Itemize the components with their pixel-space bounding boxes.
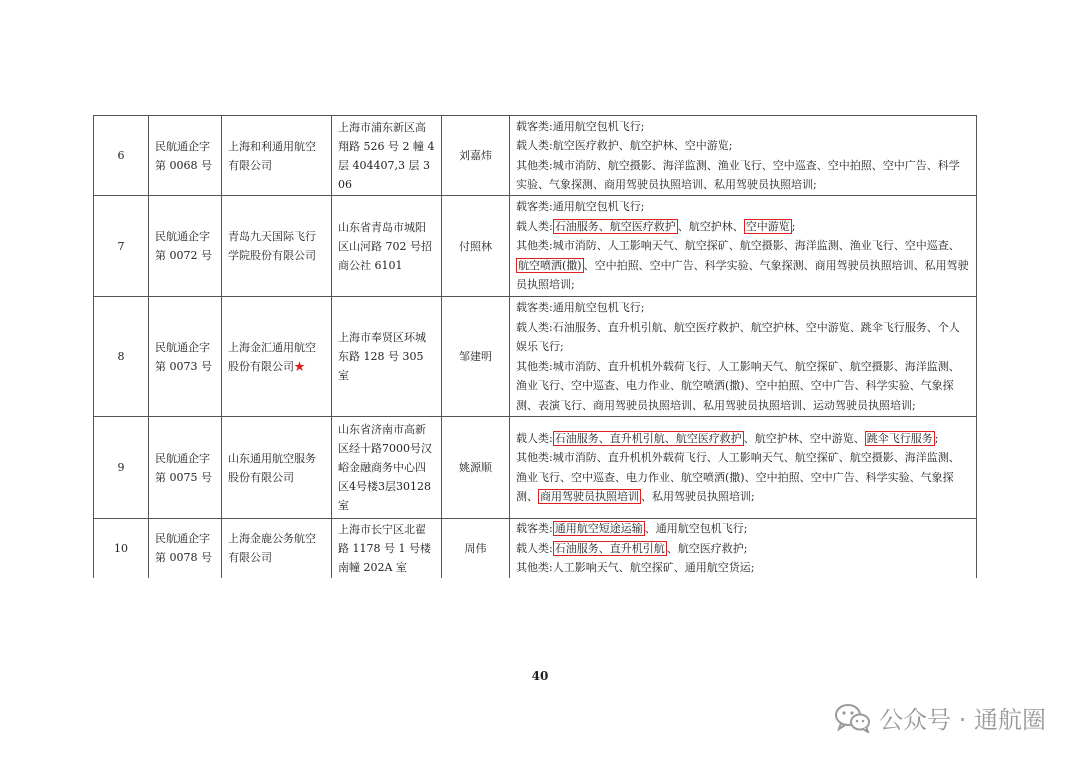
scope-text: 、航空护林、空中游览、 bbox=[743, 431, 865, 445]
company-name bbox=[222, 196, 332, 297]
company-name bbox=[222, 297, 332, 417]
business-scope bbox=[510, 116, 977, 196]
scope-line bbox=[516, 558, 970, 578]
scope-text: 载人类:航空医疗救护、航空护林、空中游览; bbox=[516, 139, 733, 152]
business-scope bbox=[510, 196, 977, 297]
company-address: 山东省青岛市城阳区山河路 702 号招商公社 6101 bbox=[332, 196, 442, 297]
highlighted-scope-text: 航空喷洒(撒) bbox=[518, 258, 582, 272]
legal-representative: 邹建明 bbox=[442, 297, 510, 417]
permit-number: 民航通企字第 0072 号 bbox=[149, 196, 222, 297]
permit-number: 民航通企字第 0078 号 bbox=[149, 519, 222, 578]
star-icon: ★ bbox=[294, 359, 305, 373]
company-address: 上海市浦东新区高翔路 526 号 2 幢 4层 404407,3 层 306 bbox=[332, 116, 442, 196]
page-number: 40 bbox=[531, 669, 549, 683]
table-row bbox=[94, 297, 977, 417]
company-name-text: 青岛九天国际飞行学院股份有限公司 bbox=[228, 230, 316, 262]
scope-line bbox=[516, 217, 970, 237]
permit-number: 民航通企字第 0075 号 bbox=[149, 417, 222, 519]
enterprise-table bbox=[93, 115, 977, 578]
table-body bbox=[94, 116, 977, 578]
highlighted-scope-text: 石油服务、直升机引航、航空医疗救护 bbox=[554, 431, 742, 445]
scope-line bbox=[516, 298, 970, 318]
scope-text: 载客类:通用航空包机飞行; bbox=[516, 301, 645, 314]
scope-text: 其他类:城市消防、人工影响天气、航空探矿、航空摄影、海洋监测、渔业飞行、空中巡查、 bbox=[516, 239, 960, 253]
legal-representative: 周伟 bbox=[442, 519, 510, 578]
scope-text: 其他类:城市消防、直升机机外载荷飞行、人工影响天气、航空探矿、航空摄影、海洋监测、渔业飞行、空中巡查、电力作业、航空喷洒(撒)、空中拍照、空中广告、科学实验、气象探测、 bbox=[516, 451, 960, 503]
scope-text: 、航空护林、 bbox=[677, 219, 744, 233]
scope-text: 、通用航空包机飞行; bbox=[644, 522, 748, 535]
scope-text: 其他类:人工影响天气、航空探矿、通用航空货运; bbox=[516, 561, 755, 574]
company-name bbox=[222, 519, 332, 578]
scope-line bbox=[516, 156, 970, 195]
scope-line bbox=[516, 539, 970, 559]
table-row bbox=[94, 196, 977, 297]
scope-line bbox=[516, 117, 970, 137]
highlighted-scope-text: 商用驾驶员执照培训 bbox=[540, 490, 639, 503]
scope-line bbox=[516, 448, 970, 507]
scope-text: ; bbox=[934, 431, 939, 445]
wechat-icon bbox=[835, 703, 871, 733]
legal-representative: 付照林 bbox=[442, 196, 510, 297]
business-scope bbox=[510, 417, 977, 519]
table-row bbox=[94, 519, 977, 578]
scope-line bbox=[516, 136, 970, 156]
row-number: 7 bbox=[94, 196, 149, 297]
scope-line bbox=[516, 197, 970, 217]
scope-line bbox=[516, 519, 970, 539]
scope-line bbox=[516, 357, 970, 416]
scope-line bbox=[516, 236, 970, 295]
watermark bbox=[835, 700, 1046, 735]
scope-text: 、私用驾驶员执照培训; bbox=[641, 490, 755, 503]
scope-text: 、航空医疗救护; bbox=[666, 541, 748, 555]
scope-text: 载客类:通用航空包机飞行; bbox=[516, 200, 645, 214]
company-name-text: 上海金汇通用航空股份有限公司 bbox=[228, 340, 316, 373]
watermark-text: 公众号 · 通航圈 bbox=[879, 706, 1046, 734]
company-name bbox=[222, 417, 332, 519]
scope-text: 载人类: bbox=[516, 541, 553, 555]
legal-representative: 刘嘉炜 bbox=[442, 116, 510, 196]
highlighted-scope-text: 石油服务、直升机引航 bbox=[554, 541, 665, 555]
scope-text: 载客类:通用航空包机飞行; bbox=[516, 119, 645, 133]
company-address: 上海市奉贤区环城东路 128 号 305 室 bbox=[332, 297, 442, 417]
company-address: 山东省济南市高新区经十路7000号汉峪金融商务中心四区4号楼3层30128室 bbox=[332, 417, 442, 519]
highlighted-scope-text: 空中游览 bbox=[745, 219, 790, 233]
scope-line bbox=[516, 429, 970, 449]
row-number: 10 bbox=[94, 519, 149, 578]
row-number: 9 bbox=[94, 417, 149, 519]
company-name-text: 上海和利通用航空有限公司 bbox=[228, 139, 316, 172]
highlighted-scope-text: 通用航空短途运输 bbox=[554, 522, 643, 535]
scope-text: 载客类: bbox=[516, 522, 553, 535]
permit-number: 民航通企字第 0073 号 bbox=[149, 297, 222, 417]
scope-text: 其他类:城市消防、直升机机外载荷飞行、人工影响天气、航空探矿、航空摄影、海洋监测、渔业飞行、空中巡查、电力作业、航空喷洒(撒)、空中拍照、空中广告、科学实验、气象探测、表演飞行、商用驾驶员执照培训、私用驾驶员执照培训、运动驾驶员执照培训; bbox=[516, 359, 960, 412]
legal-representative: 姚源顺 bbox=[442, 417, 510, 519]
scope-text: 、空中拍照、空中广告、科学实验、气象探测、商用驾驶员执照培训、私用驾驶员执照培训; bbox=[516, 258, 969, 292]
table-row bbox=[94, 116, 977, 196]
row-number: 8 bbox=[94, 297, 149, 417]
row-number: 6 bbox=[94, 116, 149, 196]
company-name bbox=[222, 116, 332, 196]
scope-line bbox=[516, 318, 970, 357]
scope-text: 载人类: bbox=[516, 219, 553, 233]
scope-text: ; bbox=[791, 219, 796, 233]
company-address: 上海市长宁区北翟路 1178 号 1 号楼南幢 202A 室 bbox=[332, 519, 442, 578]
company-name-text: 上海金鹿公务航空有限公司 bbox=[228, 532, 316, 565]
permit-number: 民航通企字第 0068 号 bbox=[149, 116, 222, 196]
business-scope bbox=[510, 297, 977, 417]
business-scope bbox=[510, 519, 977, 578]
highlighted-scope-text: 石油服务、航空医疗救护 bbox=[554, 219, 676, 233]
scope-text: 载人类: bbox=[516, 431, 553, 445]
scope-text: 载人类:石油服务、直升机引航、航空医疗救护、航空护林、空中游览、跳伞飞行服务、个人娱乐飞行; bbox=[516, 320, 960, 353]
highlighted-scope-text: 跳伞飞行服务 bbox=[866, 431, 933, 445]
table-row bbox=[94, 417, 977, 519]
company-name-text: 山东通用航空服务股份有限公司 bbox=[228, 451, 316, 484]
scope-text: 其他类:城市消防、航空摄影、海洋监测、渔业飞行、空中巡查、空中拍照、空中广告、科学实验、气象探测、商用驾驶员执照培训、私用驾驶员执照培训; bbox=[516, 158, 960, 191]
